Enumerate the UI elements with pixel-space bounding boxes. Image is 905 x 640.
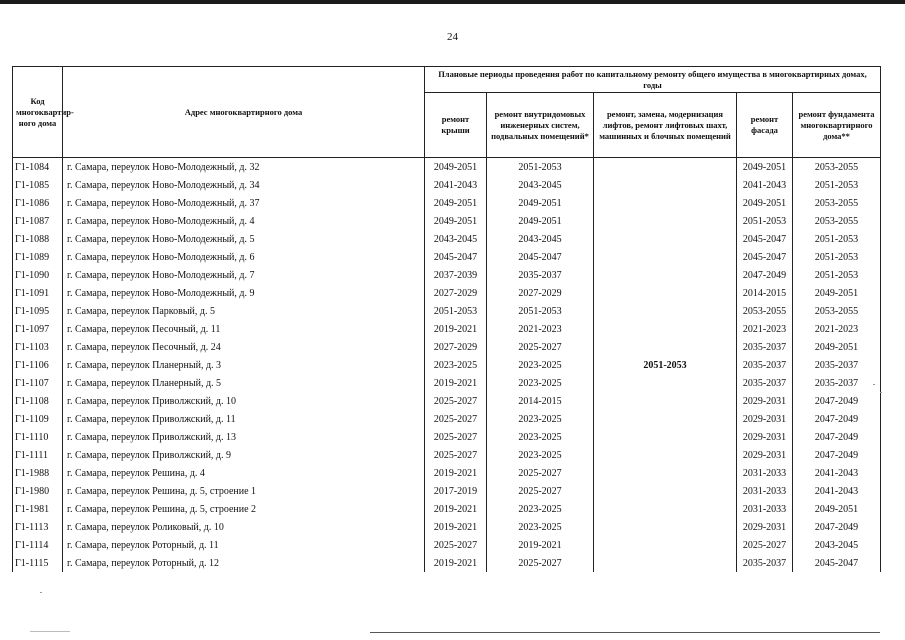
row-systems-period: 2023-2025 bbox=[487, 446, 594, 464]
row-facade-period: 2041-2043 bbox=[737, 176, 793, 194]
row-roof-period: 2043-2045 bbox=[425, 230, 487, 248]
row-roof-period: 2051-2053 bbox=[425, 302, 487, 320]
row-address: г. Самара, переулок Ново-Молодежный, д. 4 bbox=[63, 212, 425, 230]
row-address: г. Самара, переулок Роторный, д. 12 bbox=[63, 554, 425, 572]
row-systems-period: 2043-2045 bbox=[487, 230, 594, 248]
row-roof-period: 2041-2043 bbox=[425, 176, 487, 194]
row-foundation-period: 2053-2055 bbox=[793, 158, 881, 177]
row-address: г. Самара, переулок Роликовый, д. 10 bbox=[63, 518, 425, 536]
row-code: Г1-1111 bbox=[13, 446, 63, 464]
row-facade-period: 2035-2037 bbox=[737, 554, 793, 572]
scan-speck bbox=[40, 592, 42, 593]
row-address: г. Самара, переулок Решина, д. 5, строение 2 bbox=[63, 500, 425, 518]
row-facade-period: 2014-2015 bbox=[737, 284, 793, 302]
row-foundation-period: 2021-2023 bbox=[793, 320, 881, 338]
row-systems-period: 2025-2027 bbox=[487, 482, 594, 500]
table-row bbox=[13, 482, 881, 500]
table-row bbox=[13, 374, 881, 392]
row-systems-period: 2023-2025 bbox=[487, 428, 594, 446]
table-row bbox=[13, 158, 881, 177]
row-code: Г1-1110 bbox=[13, 428, 63, 446]
row-foundation-period: 2041-2043 bbox=[793, 482, 881, 500]
row-foundation-period: 2043-2045 bbox=[793, 536, 881, 554]
table-row bbox=[13, 392, 881, 410]
table-row bbox=[13, 302, 881, 320]
row-facade-period: 2047-2049 bbox=[737, 266, 793, 284]
row-roof-period: 2025-2027 bbox=[425, 428, 487, 446]
table-row bbox=[13, 230, 881, 248]
row-code: Г1-1084 bbox=[13, 158, 63, 177]
table-row bbox=[13, 554, 881, 572]
row-systems-period: 2027-2029 bbox=[487, 284, 594, 302]
table-row bbox=[13, 356, 881, 374]
row-code: Г1-1981 bbox=[13, 500, 63, 518]
row-roof-period: 2025-2027 bbox=[425, 392, 487, 410]
row-foundation-period: 2035-2037 bbox=[793, 374, 881, 392]
row-foundation-period: 2051-2053 bbox=[793, 248, 881, 266]
table-row bbox=[13, 338, 881, 356]
header-address: Адрес многоквартирного дома bbox=[63, 67, 425, 158]
row-roof-period: 2019-2021 bbox=[425, 554, 487, 572]
bottom-rule bbox=[370, 632, 880, 633]
table-row bbox=[13, 284, 881, 302]
row-facade-period: 2035-2037 bbox=[737, 338, 793, 356]
row-code: Г1-1113 bbox=[13, 518, 63, 536]
row-systems-period: 2051-2053 bbox=[487, 158, 594, 177]
bottom-rule-short bbox=[30, 631, 70, 632]
row-systems-period: 2023-2025 bbox=[487, 518, 594, 536]
row-roof-period: 2049-2051 bbox=[425, 194, 487, 212]
row-foundation-period: 2051-2053 bbox=[793, 230, 881, 248]
row-foundation-period: 2047-2049 bbox=[793, 410, 881, 428]
row-roof-period: 2017-2019 bbox=[425, 482, 487, 500]
row-address: г. Самара, переулок Ново-Молодежный, д. 9 bbox=[63, 284, 425, 302]
row-facade-period: 2053-2055 bbox=[737, 302, 793, 320]
row-code: Г1-1090 bbox=[13, 266, 63, 284]
table-row bbox=[13, 518, 881, 536]
row-facade-period: 2029-2031 bbox=[737, 446, 793, 464]
table-row bbox=[13, 428, 881, 446]
row-address: г. Самара, переулок Решина, д. 5, строение 1 bbox=[63, 482, 425, 500]
row-foundation-period: 2047-2049 bbox=[793, 392, 881, 410]
row-roof-period: 2019-2021 bbox=[425, 320, 487, 338]
row-code: Г1-1980 bbox=[13, 482, 63, 500]
row-systems-period: 2049-2051 bbox=[487, 212, 594, 230]
header-roof: ремонт крыши bbox=[425, 93, 487, 158]
row-roof-period: 2049-2051 bbox=[425, 212, 487, 230]
lift-period: 2051-2053 bbox=[594, 158, 737, 573]
row-code: Г1-1095 bbox=[13, 302, 63, 320]
row-facade-period: 2045-2047 bbox=[737, 230, 793, 248]
row-facade-period: 2031-2033 bbox=[737, 482, 793, 500]
row-roof-period: 2025-2027 bbox=[425, 446, 487, 464]
row-code: Г1-1114 bbox=[13, 536, 63, 554]
row-facade-period: 2051-2053 bbox=[737, 212, 793, 230]
row-code: Г1-1106 bbox=[13, 356, 63, 374]
row-address: г. Самара, переулок Роторный, д. 11 bbox=[63, 536, 425, 554]
row-address: г. Самара, переулок Приволжский, д. 10 bbox=[63, 392, 425, 410]
header-planned-periods: Плановые периоды проведения работ по капитальному ремонту общего имущества в многоквартирных домах, годы bbox=[425, 67, 881, 93]
row-address: г. Самара, переулок Планерный, д. 3 bbox=[63, 356, 425, 374]
row-address: г. Самара, переулок Песочный, д. 11 bbox=[63, 320, 425, 338]
row-code: Г1-1089 bbox=[13, 248, 63, 266]
table-row bbox=[13, 536, 881, 554]
row-foundation-period: 2053-2055 bbox=[793, 212, 881, 230]
row-code: Г1-1091 bbox=[13, 284, 63, 302]
row-systems-period: 2045-2047 bbox=[487, 248, 594, 266]
row-address: г. Самара, переулок Планерный, д. 5 bbox=[63, 374, 425, 392]
row-facade-period: 2021-2023 bbox=[737, 320, 793, 338]
row-code: Г1-1087 bbox=[13, 212, 63, 230]
row-address: г. Самара, переулок Приволжский, д. 11 bbox=[63, 410, 425, 428]
row-address: г. Самара, переулок Парковый, д. 5 bbox=[63, 302, 425, 320]
table-header bbox=[13, 67, 881, 158]
row-systems-period: 2035-2037 bbox=[487, 266, 594, 284]
row-address: г. Самара, переулок Песочный, д. 24 bbox=[63, 338, 425, 356]
table-body bbox=[13, 158, 881, 573]
row-roof-period: 2019-2021 bbox=[425, 500, 487, 518]
table-row bbox=[13, 410, 881, 428]
row-systems-period: 2021-2023 bbox=[487, 320, 594, 338]
scan-speck bbox=[873, 384, 875, 385]
scan-speck bbox=[880, 392, 882, 393]
row-foundation-period: 2047-2049 bbox=[793, 428, 881, 446]
row-roof-period: 2025-2027 bbox=[425, 536, 487, 554]
row-code: Г1-1115 bbox=[13, 554, 63, 572]
row-roof-period: 2027-2029 bbox=[425, 284, 487, 302]
row-address: г. Самара, переулок Ново-Молодежный, д. 34 bbox=[63, 176, 425, 194]
capital-repair-table bbox=[12, 66, 881, 572]
row-address: г. Самара, переулок Приволжский, д. 9 bbox=[63, 446, 425, 464]
row-foundation-period: 2051-2053 bbox=[793, 266, 881, 284]
row-roof-period: 2025-2027 bbox=[425, 410, 487, 428]
row-facade-period: 2029-2031 bbox=[737, 518, 793, 536]
row-facade-period: 2031-2033 bbox=[737, 500, 793, 518]
row-code: Г1-1097 bbox=[13, 320, 63, 338]
row-foundation-period: 2047-2049 bbox=[793, 518, 881, 536]
row-code: Г1-1085 bbox=[13, 176, 63, 194]
row-address: г. Самара, переулок Ново-Молодежный, д. 37 bbox=[63, 194, 425, 212]
row-facade-period: 2029-2031 bbox=[737, 410, 793, 428]
row-roof-period: 2019-2021 bbox=[425, 374, 487, 392]
row-facade-period: 2035-2037 bbox=[737, 356, 793, 374]
row-code: Г1-1107 bbox=[13, 374, 63, 392]
table-row bbox=[13, 212, 881, 230]
row-foundation-period: 2041-2043 bbox=[793, 464, 881, 482]
row-systems-period: 2023-2025 bbox=[487, 356, 594, 374]
row-address: г. Самара, переулок Решина, д. 4 bbox=[63, 464, 425, 482]
row-foundation-period: 2049-2051 bbox=[793, 500, 881, 518]
row-roof-period: 2049-2051 bbox=[425, 158, 487, 177]
table-row bbox=[13, 446, 881, 464]
row-foundation-period: 2035-2037 bbox=[793, 356, 881, 374]
row-systems-period: 2023-2025 bbox=[487, 500, 594, 518]
table-row bbox=[13, 320, 881, 338]
row-facade-period: 2029-2031 bbox=[737, 392, 793, 410]
row-foundation-period: 2047-2049 bbox=[793, 446, 881, 464]
row-facade-period: 2045-2047 bbox=[737, 248, 793, 266]
row-facade-period: 2029-2031 bbox=[737, 428, 793, 446]
row-foundation-period: 2049-2051 bbox=[793, 284, 881, 302]
row-facade-period: 2025-2027 bbox=[737, 536, 793, 554]
row-foundation-period: 2045-2047 bbox=[793, 554, 881, 572]
table-row bbox=[13, 464, 881, 482]
header-facade: ремонт фасада bbox=[737, 93, 793, 158]
row-systems-period: 2049-2051 bbox=[487, 194, 594, 212]
row-foundation-period: 2049-2051 bbox=[793, 338, 881, 356]
row-roof-period: 2019-2021 bbox=[425, 464, 487, 482]
header-code: Код многоквартир-ного дома bbox=[13, 67, 63, 158]
row-systems-period: 2019-2021 bbox=[487, 536, 594, 554]
row-code: Г1-1086 bbox=[13, 194, 63, 212]
row-systems-period: 2023-2025 bbox=[487, 374, 594, 392]
row-facade-period: 2035-2037 bbox=[737, 374, 793, 392]
row-systems-period: 2051-2053 bbox=[487, 302, 594, 320]
row-foundation-period: 2053-2055 bbox=[793, 194, 881, 212]
row-code: Г1-1103 bbox=[13, 338, 63, 356]
row-systems-period: 2025-2027 bbox=[487, 464, 594, 482]
row-facade-period: 2031-2033 bbox=[737, 464, 793, 482]
row-roof-period: 2037-2039 bbox=[425, 266, 487, 284]
row-systems-period: 2025-2027 bbox=[487, 554, 594, 572]
row-roof-period: 2027-2029 bbox=[425, 338, 487, 356]
row-systems-period: 2023-2025 bbox=[487, 410, 594, 428]
row-code: Г1-1988 bbox=[13, 464, 63, 482]
table-row bbox=[13, 248, 881, 266]
row-systems-period: 2014-2015 bbox=[487, 392, 594, 410]
header-foundation: ремонт фундамента многоквартирного дома** bbox=[793, 93, 881, 158]
row-address: г. Самара, переулок Ново-Молодежный, д. 5 bbox=[63, 230, 425, 248]
row-address: г. Самара, переулок Ново-Молодежный, д. 6 bbox=[63, 248, 425, 266]
table-row bbox=[13, 194, 881, 212]
row-facade-period: 2049-2051 bbox=[737, 194, 793, 212]
row-roof-period: 2045-2047 bbox=[425, 248, 487, 266]
header-systems: ремонт внутридомовых инженерных систем, подвальных помещений* bbox=[487, 93, 594, 158]
table-row bbox=[13, 176, 881, 194]
row-foundation-period: 2051-2053 bbox=[793, 176, 881, 194]
row-code: Г1-1108 bbox=[13, 392, 63, 410]
top-border-bar bbox=[0, 0, 905, 4]
row-address: г. Самара, переулок Ново-Молодежный, д. 32 bbox=[63, 158, 425, 177]
row-code: Г1-1109 bbox=[13, 410, 63, 428]
row-roof-period: 2019-2021 bbox=[425, 518, 487, 536]
row-foundation-period: 2053-2055 bbox=[793, 302, 881, 320]
row-systems-period: 2043-2045 bbox=[487, 176, 594, 194]
row-roof-period: 2023-2025 bbox=[425, 356, 487, 374]
table-row bbox=[13, 266, 881, 284]
header-lifts: ремонт, замена, модернизация лифтов, ремонт лифтовых шахт, машинных и блочных помещений bbox=[594, 93, 737, 158]
row-code: Г1-1088 bbox=[13, 230, 63, 248]
row-systems-period: 2025-2027 bbox=[487, 338, 594, 356]
table-row bbox=[13, 500, 881, 518]
row-facade-period: 2049-2051 bbox=[737, 158, 793, 177]
page-number: 24 bbox=[447, 31, 458, 43]
row-address: г. Самара, переулок Ново-Молодежный, д. 7 bbox=[63, 266, 425, 284]
row-address: г. Самара, переулок Приволжский, д. 13 bbox=[63, 428, 425, 446]
